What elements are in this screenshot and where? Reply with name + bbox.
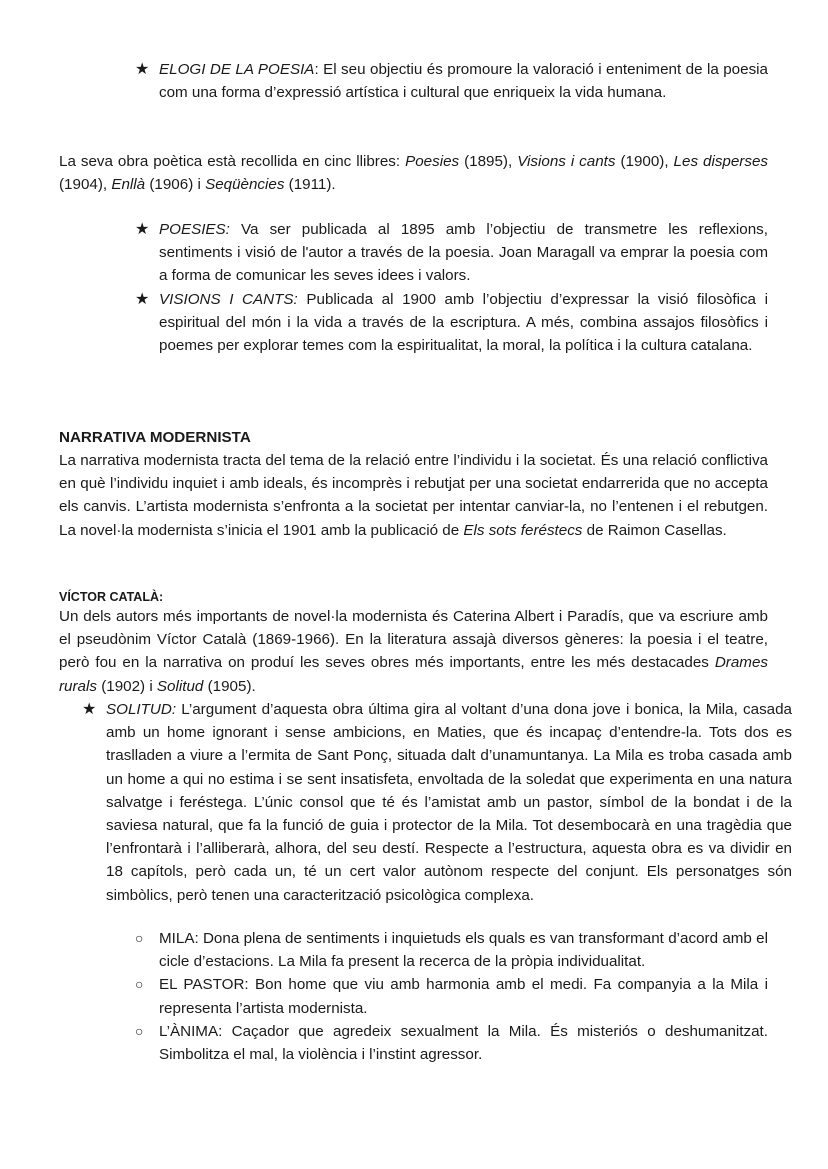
circle-bullet-icon: ○ (135, 976, 144, 993)
book-title: Poesies (405, 153, 460, 170)
text: Un dels autors més importants de novel·la modernista és Caterina Albert i Paradís, que va escriure amb el pseudònim Víctor Català (1869-1966). En la literatura assajà diversos gèneres: la poesia i el teatre, però fou en la narrativa on produí les seves obres més importants, entre les més destacades (59, 608, 768, 672)
text: de Raimon Casellas. (582, 521, 727, 539)
book-title: Solitud (156, 677, 204, 695)
item-title: SOLITUD: (106, 701, 177, 718)
item-text: EL PASTOR: Bon home que viu amb harmonia amb el medi. Fa companyia a la Mila i representa l’artista modernista. (159, 976, 768, 1017)
books-list (135, 218, 768, 357)
item-title: VISIONS I CANTS: (159, 290, 298, 308)
item-title: POESIES: (159, 221, 230, 238)
text: (1906) i (145, 176, 206, 194)
star-bullet-icon: ★ (135, 290, 150, 308)
book-title: Els sots feréstecs (463, 521, 583, 539)
characters-list (133, 927, 768, 1066)
text: (1902) i (96, 677, 157, 695)
subsection-heading: VÍCTOR CATALÀ: (59, 590, 164, 604)
item-text: L’ÀNIMA: Caçador que agredeix sexualment la Mila. És misteriós o deshumanitzat. Simbolitza el mal, la violència i l’instint agressor. (159, 1022, 768, 1064)
victor-paragraph (59, 605, 768, 698)
list-item (133, 927, 768, 973)
text: (1904), (59, 176, 112, 194)
text: (1905). (203, 677, 256, 695)
item-title: ELOGI DE LA POESIA (159, 61, 315, 78)
star-bullet-icon: ★ (82, 701, 97, 718)
text: (1900), (615, 153, 674, 170)
book-title: Les disperses (673, 153, 768, 170)
list-item (135, 58, 768, 104)
list-item (135, 288, 768, 358)
list-item (133, 973, 768, 1019)
star-bullet-icon: ★ (135, 61, 150, 78)
book-title: Enllà (111, 176, 146, 194)
item-text: Publicada al 1900 amb l’objectiu d’expressar la visió filosòfica i espiritual del món i la vida a través de la escriptura. A més, combina assajos filosòfics i poemes per explorar temes com la espiritualitat, la moral, la política i la cultura catalana. (159, 290, 768, 355)
star-bullet-icon: ★ (135, 221, 150, 238)
circle-bullet-icon: ○ (135, 1022, 144, 1039)
item-text: Va ser publicada al 1895 amb l’objectiu de transmetre les reflexions, sentiments i visió de l'autor a través de la poesia. Joan Maragall va emprar la poesia com a forma de comunicar les seves idees i valors. (159, 221, 768, 285)
text: (1911). (284, 176, 336, 194)
book-title: Visions i cants (517, 153, 616, 170)
elogi-list (135, 58, 768, 104)
item-text: L’argument d’aquesta obra última gira al voltant d’una dona jove i bonica, la Mila, casada amb un home ignorant i sense ambicions, en Maties, que és incapaç d’entendre-la. Tots dos es traslladen a viure a l’ermita de Sant Ponç, situada dalt d’unamuntanya. La Mila es troba casada amb un home a qui no estima i se sent insatisfeta, envoltada de la soledat que experimenta en una natura salvatge i feréstega. L’únic consol que té és l’amistat amb un pastor, símbol de la bondat i de la saviesa natural, que fa la funció de guia i protector de la Mila. Tot desembocarà en una tragèdia que l’enfrontarà i l’alliberarà, alhora, del seu destí. Respecte a l’estructura, aquesta obra es va dividir en 18 capítols, però cada un, té un cert valor autònom respecte del conjunt. Els personatges són simbòlics, però tenen una caracterització psicològica complexa. (106, 701, 792, 904)
text: La narrativa modernista tracta del tema de la relació entre l’individu i la societat. És una relació conflictiva en què l’individu inquiet i amb ideals, és incomprès i rebutjat per una societat endarrerida que no accepta els canvis. L’artista modernista s’enfronta a la societat per intentar canviar-la, no l’entenen i el rebutgen. La novel·la modernista s’inicia el 1901 amb la publicació de (59, 452, 768, 539)
circle-bullet-icon: ○ (135, 930, 144, 946)
solitud-item (82, 698, 792, 907)
section-heading: NARRATIVA MODERNISTA (59, 429, 251, 446)
item-text: : El seu objectiu és promoure la valoració i enteniment de la poesia com una forma d’expressió artística i cultural que enriqueix la vida humana. (159, 61, 768, 102)
text: La seva obra poètica està recollida en cinc llibres: (59, 153, 406, 170)
text: (1895), (459, 153, 518, 170)
item-text: MILA: Dona plena de sentiments i inquietuds els quals es van transformant d’acord amb el cicle d’estacions. La Mila fa present la recerca de la pròpia individualitat. (159, 930, 768, 971)
book-title: Seqüències (205, 176, 285, 194)
list-item (133, 1020, 768, 1066)
narrativa-paragraph (59, 449, 768, 542)
list-item (135, 218, 768, 288)
intro-paragraph (59, 150, 768, 196)
book-title: Drames rurals (59, 654, 768, 695)
